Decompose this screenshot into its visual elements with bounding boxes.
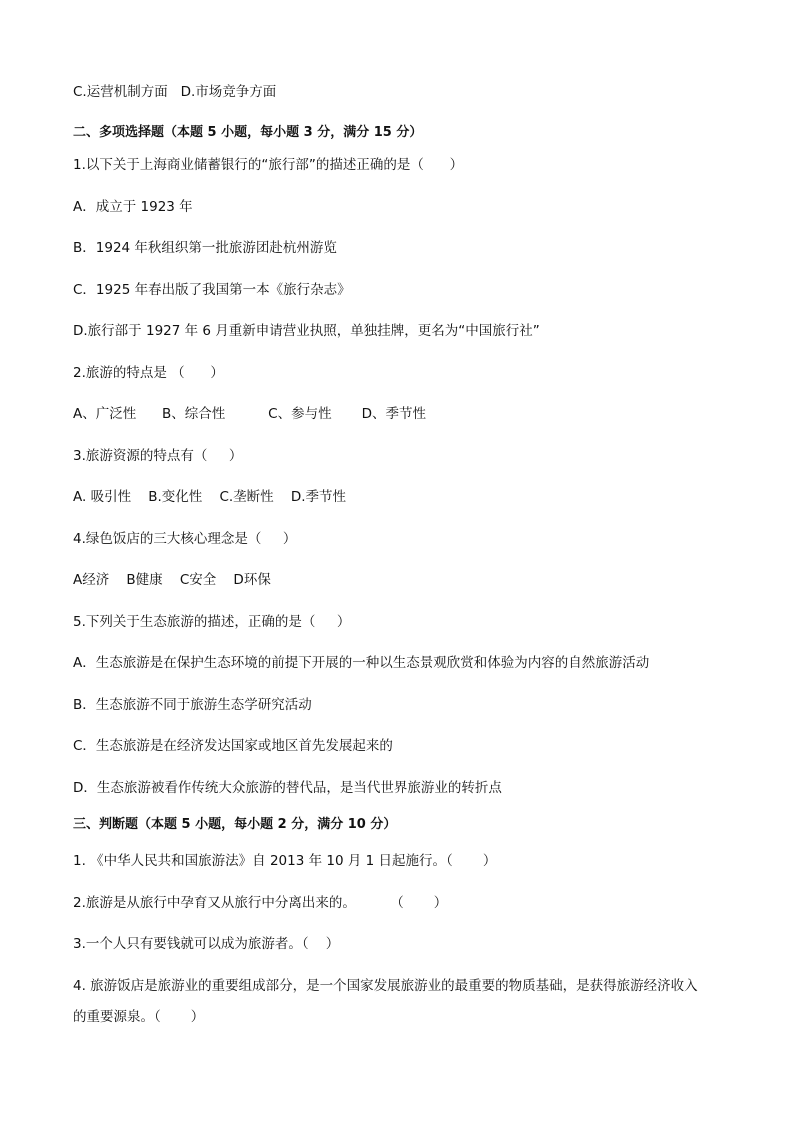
question-text: 5.下列关于生态旅游的描述，正确的是（ ） (73, 614, 351, 630)
question-text: 3.旅游资源的特点有（ ） (73, 448, 243, 464)
question-text: 2.旅游是从旅行中孕育又从旅行中分离出来的。 （ ） (73, 895, 448, 911)
question-text: 3.一个人只有要钱就可以成为旅游者。（ ） (73, 936, 340, 952)
question-text: 4. 旅游饭店是旅游业的重要组成部分，是一个国家发展旅游业的最重要的物质基础，是获得旅游经济收入 (73, 978, 698, 994)
question-option-line: A．成立于 1923 年 (73, 199, 193, 215)
question-text: 2.旅游的特点是 （ ） (73, 365, 224, 381)
question-option-line: D．生态旅游被看作传统大众旅游的替代品，是当代世界旅游业的转折点 (73, 780, 502, 796)
question-text-continuation: 的重要源泉。（ ） (73, 1009, 205, 1025)
question-option-line: C．1925 年春出版了我国第一本《旅行杂志》 (73, 282, 351, 298)
question-option-line: C.运营机制方面 D.市场竞争方面 (73, 84, 277, 100)
question-option-line: A经济 B健康 C安全 D环保 (73, 572, 271, 588)
section-heading-true-false: 三、判断题（本题 5 小题，每小题 2 分，满分 10 分） (73, 817, 397, 832)
question-option-line: B．1924 年秋组织第一批旅游团赴杭州游览 (73, 240, 337, 256)
question-option-line: A．生态旅游是在保护生态环境的前提下开展的一种以生态景观欣赏和体验为内容的自然旅游活动 (73, 655, 650, 671)
section-heading-multiple-choice: 二、多项选择题（本题 5 小题，每小题 3 分，满分 15 分） (73, 125, 423, 140)
question-option-line: D.旅行部于 1927 年 6 月重新申请营业执照，单独挂牌，更名为“中国旅行社” (73, 323, 540, 339)
question-option-line: A. 吸引性 B.变化性 C.垄断性 D.季节性 (73, 489, 347, 505)
question-text: 1.以下关于上海商业储蓄银行的“旅行部”的描述正确的是（ ） (73, 157, 464, 173)
question-text: 1. 《中华人民共和国旅游法》自 2013 年 10 月 1 日起施行。（ ） (73, 853, 497, 869)
question-option-line: C．生态旅游是在经济发达国家或地区首先发展起来的 (73, 738, 393, 754)
question-text: 4.绿色饭店的三大核心理念是（ ） (73, 531, 297, 547)
question-option-line: B．生态旅游不同于旅游生态学研究活动 (73, 697, 312, 713)
question-option-line: A、广泛性 B、综合性 C、参与性 D、季节性 (73, 406, 427, 422)
